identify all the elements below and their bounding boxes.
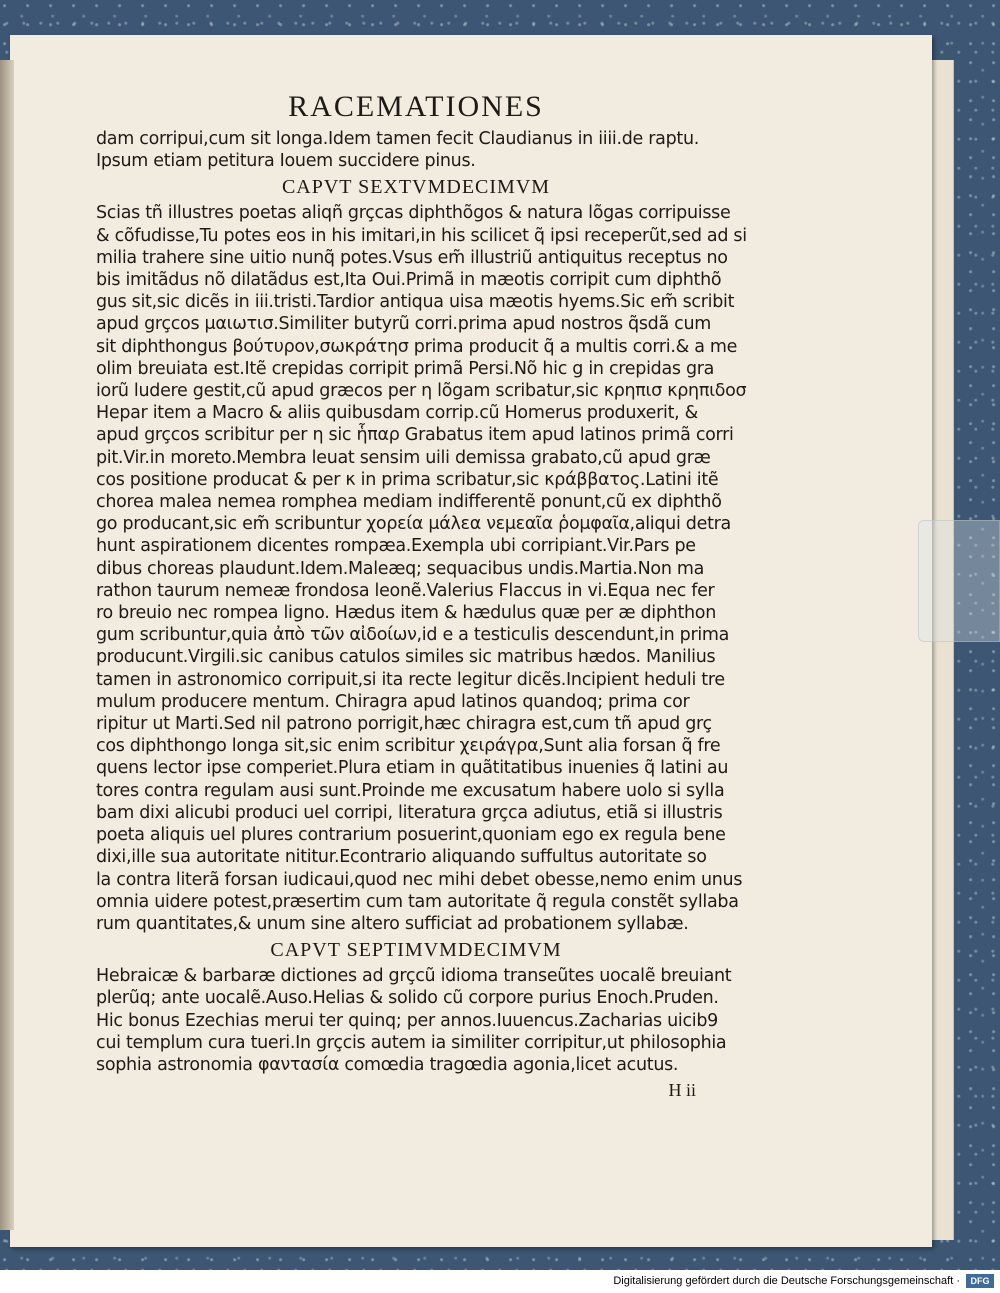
text-line: plerũq; ante uocalẽ.Auso.Helias & solido cũ corpore purius Enoch.Pruden. [96,988,719,1009]
text-line: dixi,ille sua autoritate nititur.Econtrario aliquando suffultus autoritate so [96,847,707,868]
chapter-heading: CAPVT SEXTVMDECIMVM [281,176,551,199]
text-line: Hic bonus Ezechias merui ter quinq; per annos.Iuuencus.Zacharias uicib9 [96,1010,719,1031]
text-line: omnia uidere potest,præsertim cum tam autoritate q̃ regula constẽt syllaba [96,891,739,912]
text-line: quens lector ipse comperiet.Plura etiam in quãtitatibus inuenies q̃ latini au [96,758,729,779]
dfg-logo-icon: DFG [966,1274,994,1288]
text-line: hunt aspirationem dicentes rompæa.Exempla ubi corripiant.Vir.Pars pe [96,536,696,557]
text-line: apud grçcos scribitur per η sic ἧπαρ Grabatus item apud latinos primã corri [96,425,734,446]
page-edge [930,60,954,1240]
text-line: la contra literã forsan iudicaui,quod nec mihi debet obesse,nemo enim unus [96,869,743,890]
footer-credit: Digitalisierung gefördert durch die Deutsche Forschungsgemeinschaft · [613,1275,960,1287]
text-line: gum scribuntur,quia ἀπὸ τῶν αἰδοίων,id e a testiculis descendunt,in prima [96,625,730,646]
text-line: apud grçcos μαιωτισ.Similiter butyrũ corri.prima apud nostros q̃sdã cum [96,314,712,335]
footer-bar [0,1270,1000,1293]
text-line: gus sit,sic dicẽs in iii.tristi.Tardior antiqua uisa mæotis hyems.Sic em̃ scribit [96,292,735,313]
chapter-heading: CAPVT SEPTIMVMDECIMVM [270,939,562,962]
text-line: producunt.Virgili.sic canibus catulos similes sic matribus hædos. Manilius [96,647,716,668]
text-line: tamen in astronomico corripuit,si ita recte legitur dicẽs.Incipient heduli tre [96,669,725,690]
signature-mark: H ii [668,1080,696,1101]
text-line: dibus choreas plaudunt.Idem.Maleæq; sequacibus undis.Martia.Non ma [96,558,705,579]
text-line: go producant,sic em̃ scribuntur χορεία μάλεα νεμεαῖα ῥομφαῖα,aliqui detra [96,514,731,535]
text-line: ro breuio nec rompea ligno. Hædus item & hædulus quæ per æ diphthon [96,603,716,624]
text-line: bam dixi alicubi produci uel corripi, literatura grçca adiutus, etiã si illustris [96,802,723,823]
page-text [96,90,747,1101]
text-line: ripitur ut Marti.Sed nil patrono porrigit,hæc chiragra est,cum tñ apud grç [96,714,712,735]
text-line: sophia astronomia φαντασία comœdia tragœdia agonia,licet acutus. [96,1054,679,1075]
text-line: pit.Vir.in moreto.Membra leuat sensim uili demissa grabato,cũ apud græ [96,447,711,468]
text-line: tores contra regulam ausi sunt.Proinde me excusatum habere uolo si sylla [96,780,725,801]
book-spine [0,60,14,1230]
text-line: & cõfudisse,Tu potes eos in his imitari,in his scilicet q̃ ipsi receperũt,sed ad si [96,225,747,246]
text-line: Scias tñ illustres poetas aliqñ grçcas diphthõgos & natura lõgas corripuisse [96,203,731,224]
text-line: milia trahere sine uitio nunq̃ potes.Vsus em̃ illustriũ antiquitus receptus no [96,247,728,268]
text-line: chorea malea nemea romphea mediam indifferentẽ ponunt,cũ ex diphthõ [96,492,722,513]
text-line: poeta aliquis uel plures contrarium posuerint,quoniam ego ex regula bene [96,825,726,846]
text-line: dam corripui,cum sit longa.Idem tamen fecit Claudianus in iiii.de raptu. [96,129,700,149]
running-head: RACEMATIONES [288,90,544,123]
text-line: olim breuiata est.Itẽ crepidas corripit primã Persi.Nõ hic g in crepidas gra [96,358,715,379]
text-line: mulum producere mentum. Chiragra apud latinos quandoq; prima cor [96,691,690,712]
text-line: rathon taurum nemeæ frondosa leonẽ.Valerius Flaccus in vi.Equa nec fer [96,580,715,601]
text-line: Hepar item a Macro & aliis quibusdam corrip.cũ Homerus produxerit, & [96,403,699,424]
text-line: bis imitãdus nõ dilatãdus est,Ita Oui.Primã in mæotis corripit cum diphthõ [96,270,722,291]
text-line: rum quantitates,& unum sine altero sufficiat ad probationem syllabæ. [96,913,689,934]
text-line: iorũ ludere gestit,cũ apud græcos per η lõgam scribatur,sic κρηπισ κρηπιδοσ [96,381,747,402]
text-line: Ipsum etiam petitura Iouem succidere pinus. [96,151,476,172]
text-line: cos diphthongo longa sit,sic enim scribitur χειράγρα,Sunt alia forsan q̃ fre [96,736,721,757]
text-line: cos positione producat & per κ in prima scribatur,sic κράββατος.Latini itẽ [96,469,719,490]
text-line: cui templum cura tueri.In grçcis autem ia similiter corripitur,ut philosophia [96,1032,727,1053]
plastic-clip [918,520,1000,642]
text-line: Hebraicæ & barbaræ dictiones ad grçcũ idioma transeũtes uocalẽ breuiant [96,966,732,987]
text-line: sit diphthongus βούτυρον,σωκράτησ prima producit q̃ a multis corri.& a me [96,336,738,357]
